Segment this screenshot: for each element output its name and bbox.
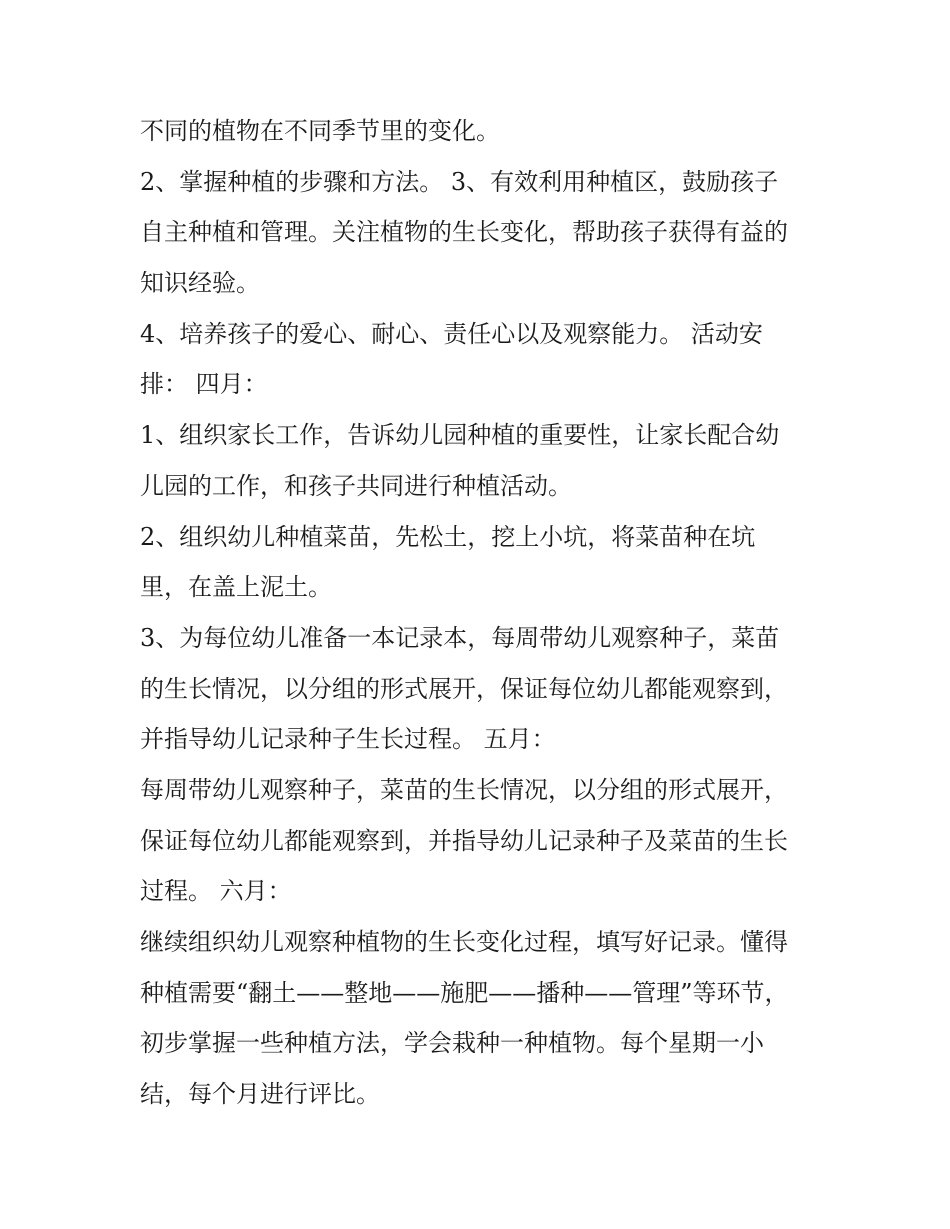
text-line: 过程。 六月： bbox=[140, 877, 292, 906]
text-line: 排： 四月： bbox=[140, 370, 268, 399]
text-line: 的生长情况，以分组的形式展开，保证每位幼儿都能观察到， bbox=[140, 674, 788, 703]
document-body bbox=[140, 106, 830, 1120]
text-line: 自主种植和管理。关注植物的生长变化，帮助孩子获得有益的 bbox=[140, 218, 788, 247]
text-line: 种植需要“翻土——整地——施肥——播种——管理”等环节， bbox=[140, 978, 789, 1007]
text-line: 保证每位幼儿都能观察到，并指导幼儿记录种子及菜苗的生长 bbox=[140, 826, 788, 855]
text-line: 1、组织家长工作，告诉幼儿园种植的重要性，让家长配合幼 bbox=[140, 421, 780, 450]
text-line: 2、掌握种植的步骤和方法。 3、有效利用种植区，鼓励孩子 bbox=[140, 167, 779, 196]
text-line: 结，每个月进行评比。 bbox=[140, 1080, 380, 1109]
text-line: 不同的植物在不同季节里的变化。 bbox=[140, 117, 500, 145]
text-line: 3、为每位幼儿准备一本记录本，每周带幼儿观察种子，菜苗 bbox=[140, 623, 780, 652]
text-line: 每周带幼儿观察种子，菜苗的生长情况，以分组的形式展开， bbox=[140, 775, 788, 804]
text-line: 知识经验。 bbox=[140, 269, 260, 298]
text-line: 初步掌握一些种植方法，学会栽种一种植物。每个星期一小 bbox=[140, 1029, 764, 1058]
text-line: 里，在盖上泥土。 bbox=[140, 573, 332, 602]
text-line: 继续组织幼儿观察种植物的生长变化过程，填写好记录。懂得 bbox=[140, 928, 788, 956]
text-line: 儿园的工作，和孩子共同进行种植活动。 bbox=[140, 471, 572, 500]
text-line: 4、培养孩子的爱心、耐心、责任心以及观察能力。 活动安 bbox=[140, 319, 763, 348]
text-line: 并指导幼儿记录种子生长过程。 五月： bbox=[140, 725, 556, 754]
text-line: 2、组织幼儿种植菜苗，先松土，挖上小坑，将菜苗种在坑 bbox=[140, 522, 756, 551]
